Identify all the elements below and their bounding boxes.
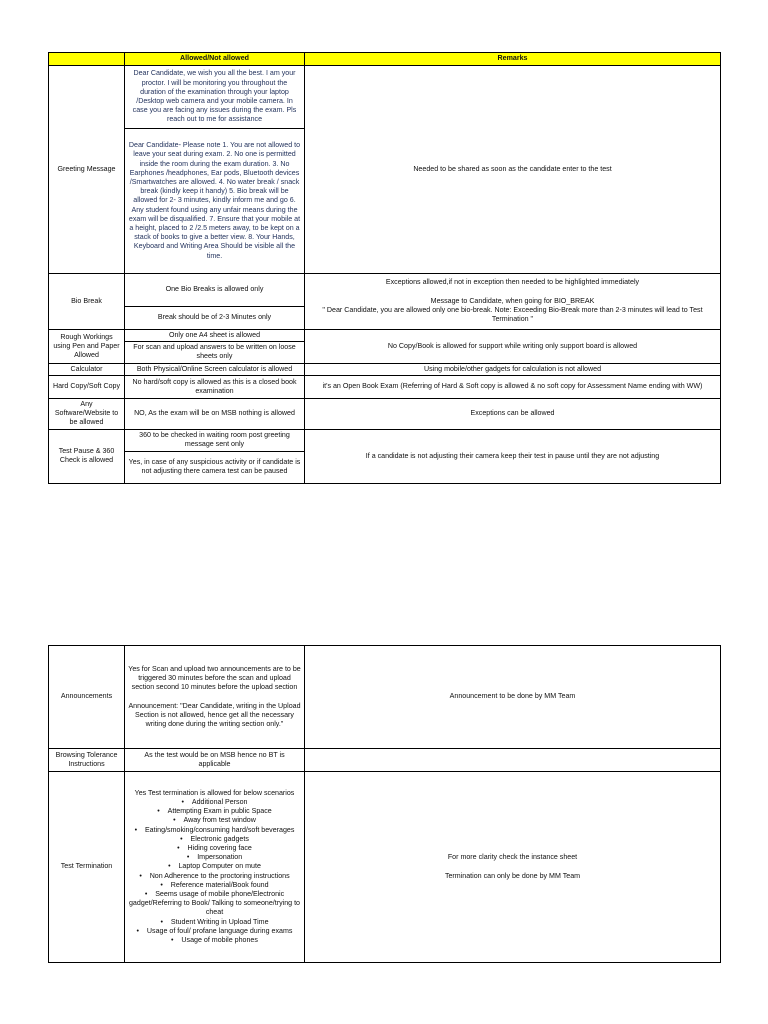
row-browsing [49, 749, 721, 772]
rough-allowed-1: Only one A4 sheet is allowed [125, 330, 305, 342]
termination-item: • Hiding covering face [128, 844, 301, 853]
calculator-allowed: Both Physical/Online Screen calculator is allowed [125, 363, 305, 375]
bio-break-allowed-2: Break should be of 2-3 Minutes only [125, 307, 305, 330]
label-browsing: Browsing Tolerance Instructions [49, 749, 125, 772]
rules-table-secondary [48, 645, 721, 963]
remark-calculator: Using mobile/other gadgets for calculation is not allowed [305, 363, 721, 375]
row-pause [49, 429, 721, 451]
remark-copy: it's an Open Book Exam (Referring of Hard & Soft copy is allowed & no soft copy for Assessment Name ending with WW) [305, 375, 721, 398]
row-greeting [49, 66, 721, 129]
row-rough [49, 330, 721, 342]
announcements-allowed: Yes for Scan and upload two announcements are to be triggered 30 minutes before the scan and upload section second 10 minutes before the upload section Announcement: "Dear Candidate, writing in the Upload Section is not allowed, hence get all the necessary writing done during the writing section only." [125, 646, 305, 749]
browsing-allowed: As the test would be on MSB hence no BT is applicable [125, 749, 305, 772]
termination-item: • Usage of foul/ profane language during exams [128, 927, 301, 936]
label-rough: Rough Workings using Pen and Paper Allowed [49, 330, 125, 364]
termination-item: • Additional Person [128, 798, 301, 807]
remark-rough: No Copy/Book is allowed for support while writing only support board is allowed [305, 330, 721, 364]
header-blank [49, 53, 125, 66]
termination-item: • Non Adherence to the proctoring instructions [128, 872, 301, 881]
label-greeting: Greeting Message [49, 66, 125, 274]
greeting-message-2: Dear Candidate- Please note 1. You are not allowed to leave your seat during exam. 2. No one is permitted inside the room during the exam duration. 3. No Earphones /headphones, Ear pods, Bluetooth devices /Smartwatches are allowed. 4. No water break / snack break (kindly keep it handy) 5. Bio break will be allowed for 2- 3 minutes, kindly inform me and go 6. Any student found using any unfair means during the exam will be disqualified. 7. Ensure that your mobile at a height, placed to 2 /2.5 meters away, to be kept on a stack of books to give a better view. 8. Your Hands, Keyboard and Writing Area Should be visible all the time. [125, 129, 305, 274]
remark-pause: If a candidate is not adjusting their camera keep their test in pause until they are not adjusting [305, 429, 721, 483]
label-pause: Test Pause & 360 Check is allowed [49, 429, 125, 483]
termination-item: • Student Writing in Upload Time [128, 918, 301, 927]
remark-bio-break: Exceptions allowed,if not in exception then needed to be highlighted immediately Message to Candidate, when going for BIO_BREAK " Dear Candidate, you are allowed only one bio-break. Note: Exceeding Bio-Break more than 2-3 minutes will lead to Test Termination " [305, 274, 721, 330]
termination-item: • Attempting Exam in public Space [128, 807, 301, 816]
rough-allowed-2: For scan and upload answers to be written on loose sheets only [125, 342, 305, 363]
termination-item: • Impersonation [128, 853, 301, 862]
termination-item: • Away from test window [128, 816, 301, 825]
row-copy [49, 375, 721, 398]
termination-allowed [125, 772, 305, 963]
label-calculator: Calculator [49, 363, 125, 375]
rules-table-main [48, 52, 721, 484]
row-announcements [49, 646, 721, 749]
software-allowed: NO, As the exam will be on MSB nothing is allowed [125, 398, 305, 429]
remark-termination: For more clarity check the instance sheet Termination can only be done by MM Team [305, 772, 721, 963]
remark-greeting: Needed to be shared as soon as the candidate enter to the test [305, 66, 721, 274]
copy-allowed: No hard/soft copy is allowed as this is a closed book examination [125, 375, 305, 398]
header-row [49, 53, 721, 66]
termination-item: • Seems usage of mobile phone/Electronic gadget/Referring to Book/ Talking to someone/trying to cheat [128, 890, 301, 918]
remark-browsing [305, 749, 721, 772]
termination-intro: Yes Test termination is allowed for below scenarios [134, 788, 295, 797]
termination-item: • Electronic gadgets [128, 835, 301, 844]
label-copy: Hard Copy/Soft Copy [49, 375, 125, 398]
termination-item: • Reference material/Book found [128, 881, 301, 890]
pause-allowed-1: 360 to be checked in waiting room post greeting message sent only [125, 429, 305, 451]
termination-item: • Usage of mobile phones [128, 936, 301, 945]
label-software: Any Software/Website to be allowed [49, 398, 125, 429]
termination-item: • Eating/smoking/consuming hard/soft beverages [128, 826, 301, 835]
pause-allowed-2: Yes, in case of any suspicious activity or if candidate is not adjusting there camera test can be paused [125, 451, 305, 483]
label-termination: Test Termination [49, 772, 125, 963]
remark-software: Exceptions can be allowed [305, 398, 721, 429]
row-software [49, 398, 721, 429]
row-bio-break [49, 274, 721, 307]
label-bio-break: Bio Break [49, 274, 125, 330]
termination-item: • Laptop Computer on mute [128, 862, 301, 871]
greeting-message-1: Dear Candidate, we wish you all the best. I am your proctor. I will be monitoring you throughout the duration of the examination through your laptop /Desktop web camera and your mobile camera. In case you are facing any issues during the exam. Pls reach out to me for assistance [125, 66, 305, 129]
header-remarks: Remarks [305, 53, 721, 66]
label-announcements: Announcements [49, 646, 125, 749]
header-allowed: Allowed/Not allowed [125, 53, 305, 66]
row-calculator [49, 363, 721, 375]
bio-break-allowed-1: One Bio Breaks is allowed only [125, 274, 305, 307]
row-termination [49, 772, 721, 963]
remark-announcements: Announcement to be done by MM Team [305, 646, 721, 749]
